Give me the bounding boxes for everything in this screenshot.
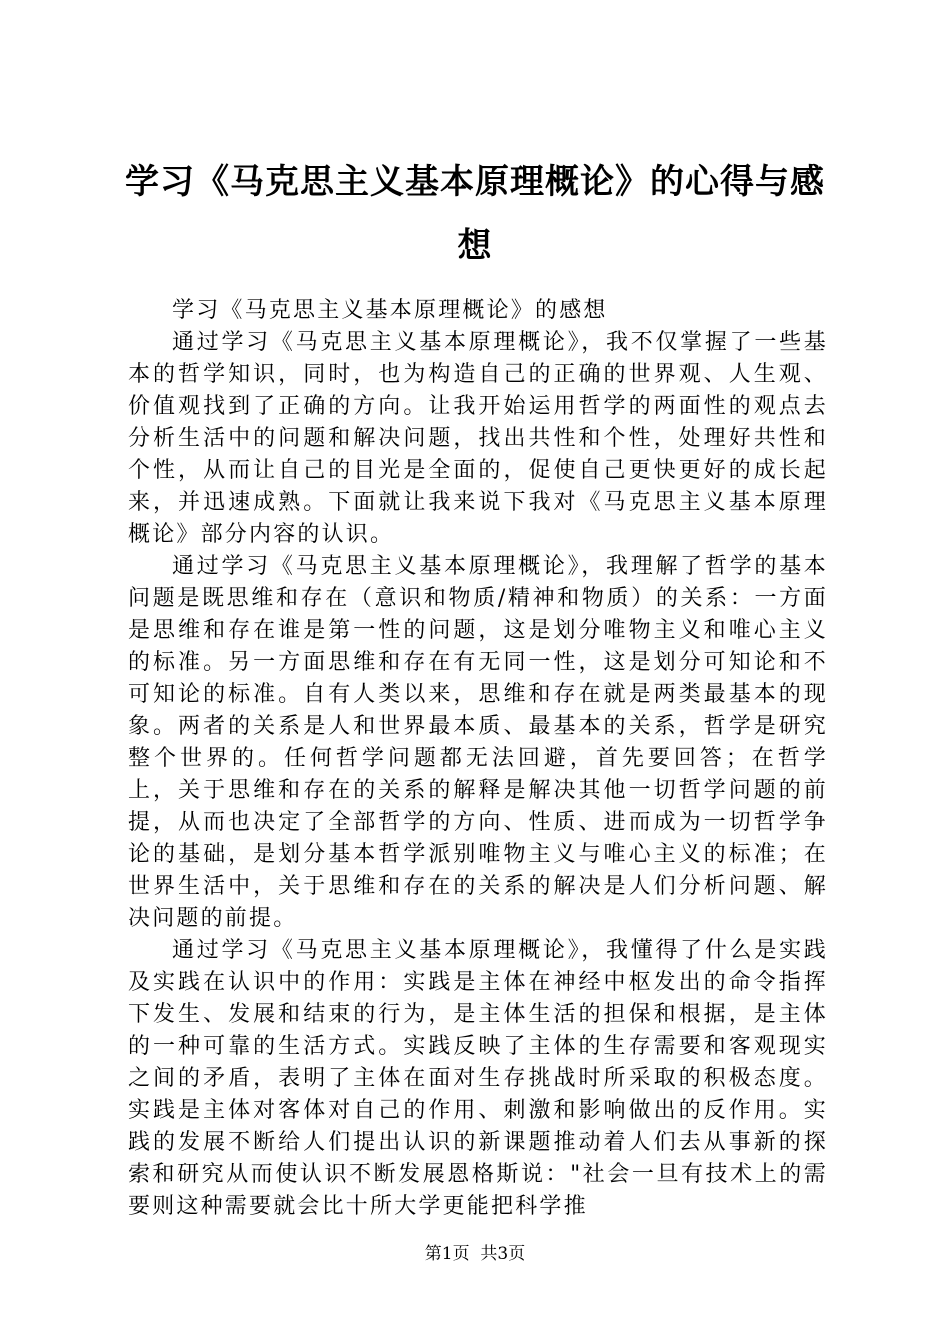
footer-separator xyxy=(470,1244,481,1264)
page-total: 共3页 xyxy=(480,1244,526,1264)
subtitle-paragraph: 学习《马克思主义基本原理概论》的感想 xyxy=(172,298,608,323)
body-paragraph: 通过学习《马克思主义基本原理概论》，我理解了哲学的基本问题是既思维和存在（意识和物质/精神和物质）的关系：一方面是思维和存在谁是第一性的问题，这是划分唯物主义和唯心主义的标准。另一方面思维和存在有无同一性，这是划分可知论和不可知论的标准。自有人类以来，思维和存在就是两类最基本的现象。两者的关系是人和世界最本质、最基本的关系，哲学是研究整个世界的。任何哲学问题都无法回避，首先要回答；在哲学上，关于思维和存在的关系的解释是解决其他一切哲学问题的前提，从而也决定了全部哲学的方向、性质、进而成为一切哲学争论的基础，是划分基本哲学派别唯物主义与唯心主义的标准；在世界生活中，关于思维和存在的关系的解决是人们分析问题、解决问题的前提。 xyxy=(128,554,828,931)
body-paragraph: 通过学习《马克思主义基本原理概论》，我懂得了什么是实践及实践在认识中的作用：实践是主体在神经中枢发出的命令指挥下发生、发展和结束的行为，是主体生活的担保和根据，是主体的一种可靠的生活方式。实践反映了主体的生存需要和客观现实之间的矛盾，表明了主体在面对生存挑战时所采取的积极态度。实践是主体对客体对自己的作用、刺激和影响做出的反作用。实践的发展不断给人们提出认识的新课题推动着人们去从事新的探索和研究从而使认识不断发展恩格斯说："社会一旦有技术上的需要则这种需要就会比十所大学更能把科学推 xyxy=(128,938,828,1219)
document-title: 学习《马克思主义基本原理概论》的心得与感想 xyxy=(125,162,825,266)
page-footer xyxy=(0,1242,950,1266)
page-number: 第1页 xyxy=(424,1244,470,1264)
document-body xyxy=(128,295,828,1223)
body-paragraph: 通过学习《马克思主义基本原理概论》，我不仅掌握了一些基本的哲学知识，同时，也为构造自己的正确的世界观、人生观、价值观找到了正确的方向。让我开始运用哲学的两面性的观点去分析生活中的问题和解决问题，找出共性和个性，处理好共性和个性，从而让自己的目光是全面的，促使自己更快更好的成长起来，并迅速成熟。下面就让我来说下我对《马克思主义基本原理概论》部分内容的认识。 xyxy=(128,330,828,547)
